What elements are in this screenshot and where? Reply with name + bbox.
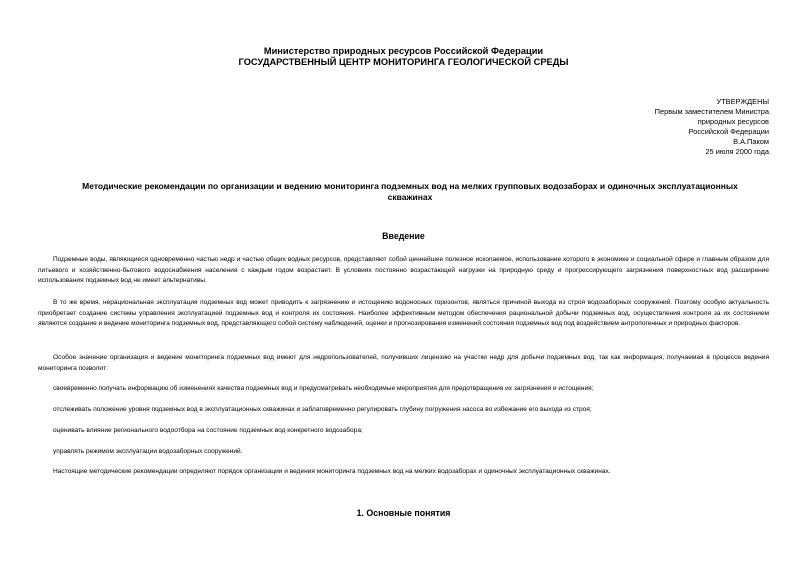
document-title: Методические рекомендации по организации и ведению мониторинга подземных вод на мелких групповых водозаборах и одиночных эксплуатационных скважинах — [82, 181, 738, 202]
document-header — [0, 46, 807, 68]
list-item: отслеживать положение уровня подземных вод в эксплуатационных скважинах и заблаговременно регулировать глубину погружения насоса во избежание его выхода из строя; — [53, 406, 592, 413]
list-item: оценивать влияние регионального водоотбора на состояние подземных вод конкретного водозабора; — [53, 427, 363, 434]
approval-line: УТВЕРЖДЕНЫ — [716, 97, 769, 106]
ministry-name: Министерство природных ресурсов Российской Федерации — [263, 46, 544, 56]
approval-line: В.А.Паком — [733, 137, 769, 146]
approval-line: 25 июля 2000 года — [705, 147, 769, 156]
closing-paragraph: Настоящие методические рекомендации определяют порядок организации и ведения мониторинга подземных вод на мелких водозаборах и одиночных эксплуатационных скважинах. — [53, 468, 611, 475]
introduction-heading: Введение — [382, 231, 425, 241]
approval-line: Первым заместителем Министра — [654, 107, 769, 116]
list-item: своевременно получать информацию об изменениях качества подземных вод и предусматривать необходимые мероприятия для предотвращения их загрязнения и истощения; — [53, 385, 594, 392]
section-heading: 1. Основные понятия — [356, 508, 451, 518]
center-name: ГОСУДАРСТВЕННЫЙ ЦЕНТР МОНИТОРИНГА ГЕОЛОГИЧЕСКОЙ СРЕДЫ — [238, 57, 569, 67]
intro-paragraph: Подземные воды, являющиеся одновременно частью недр и частью общих водных ресурсов, представляют собой ценнейшее полезное ископаемое, использование которого в экономике и социальной сфере и главным образом для питьевого и хозяйственно-бытового водоснабжения населения с каждым годом возрастает. В условиях постоянно возрастающей нагрузки на природную среду и прогрессирующего загрязнения поверхностных вод расширение использования подземных вод не имеет альтернативы. — [38, 256, 769, 285]
intro-paragraph: Особое значение организация и ведение мониторинга подземных вод имеют для недропользователей, получивших лицензию на участки недр для добычи подземных вод, так как информация, получаемая в процессе ведения мониторинга позволит: — [38, 354, 769, 372]
list-item: управлять режимом эксплуатации водозаборных сооружений. — [53, 448, 243, 455]
approval-line: природных ресурсов — [697, 117, 769, 126]
approval-block — [569, 97, 769, 157]
approval-line: Российской Федерации — [688, 127, 769, 136]
intro-paragraph: В то же время, нерациональная эксплуатация подземных вод может приводить к загрязнению и истощению водоносных горизонтов, являться причиной выхода из строя водозаборных сооружений. Поэтому особую актуальность приобретает создание системы управления эксплуатацией подземных вод и контроля их состояния. Наиболее эффективным методом обеспечения рациональной добычи подземных вод, осуществления контроля за их состоянием являются создание и ведение мониторинга подземных вод, представляющего собой систему наблюдений, оценки и прогнозирования изменений состояния подземных вод под воздействием антропогенных и природных факторов. — [38, 299, 769, 328]
